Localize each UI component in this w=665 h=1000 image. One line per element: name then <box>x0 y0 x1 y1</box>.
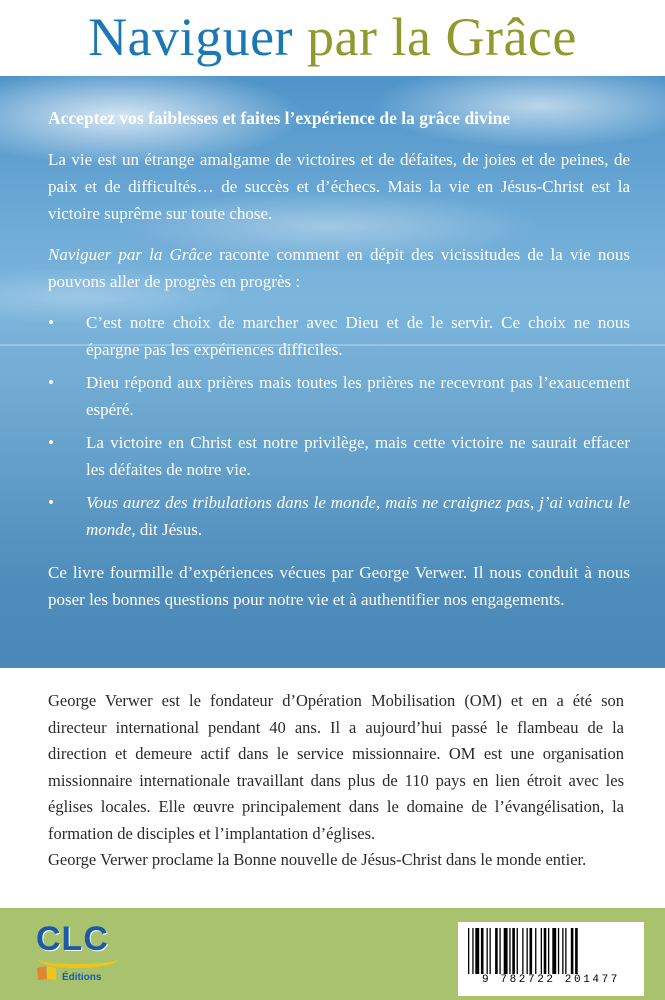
third-paragraph: Ce livre fourmille d’expériences vécues par George Verwer. Il nous conduit à nous poser les bonnes questions pour notre vie et à authentifier nos engagements. <box>48 563 630 609</box>
intro-paragraph: La vie est un étrange amalgame de victoires et de défaites, de joies et de peines, de paix et de difficultés… de succès et d’échecs. Mais la vie en Jésus-Christ est la victoire suprême sur toute chose. <box>48 150 630 223</box>
bullet-item-1 <box>48 309 630 363</box>
author-bio-line: George Verwer proclame la Bonne nouvelle de Jésus-Christ dans le monde entier. <box>48 850 587 869</box>
author-bio-paragraph: George Verwer est le fondateur d’Opération Mobilisation (OM) et en a été son directeur international pendant 40 ans. Il a aujourd’hui passé le flambeau de la direction et demeure actif dans le service missionnaire. OM est une organisation missionnaire internationale travaillant dans plus de 110 pays en lien étroit avec les églises locales. Elle œuvre principalement dans le domaine de l’évangélisation, la formation de disciples et l’implantation d’églises. <box>48 691 624 843</box>
bullet-marker: • <box>48 493 54 512</box>
bullet-marker: • <box>48 313 54 332</box>
title-part-1: Naviguer <box>88 7 294 67</box>
barcode <box>458 922 644 996</box>
bullet-item-2 <box>48 369 630 423</box>
bullet-text: , dit Jésus. <box>131 520 203 539</box>
bullet-text: Dieu répond aux prières mais toutes les prières ne recevront pas l’exaucement espéré. <box>86 373 630 419</box>
subtitle: Acceptez vos faiblesses et faites l’expérience de la grâce divine <box>48 108 511 128</box>
bullet-marker: • <box>48 373 54 392</box>
bullet-marker: • <box>48 433 54 452</box>
second-paragraph <box>48 241 630 295</box>
title-band <box>0 0 665 76</box>
back-cover-blurb <box>48 106 630 627</box>
publisher-logo-sub: Éditions <box>62 972 102 983</box>
title-part-2: par la Grâce <box>307 7 577 67</box>
book-icon <box>36 964 58 982</box>
bullet-text: La victoire en Christ est notre privilège, mais cette victoire ne saurait effacer les défaites de notre vie. <box>86 433 630 479</box>
author-bio <box>48 688 624 874</box>
publisher-logo-text: CLC <box>36 920 109 958</box>
barcode-bars <box>466 928 636 974</box>
bullet-item-3 <box>48 429 630 483</box>
bullet-quote: Vous aurez des tribulations dans le monde, mais ne craignez pas, j’ai vaincu le monde <box>86 493 630 539</box>
book-title-italic: Naviguer par la Grâce <box>48 245 213 264</box>
second-paragraph-text: raconte comment en dépit des vicissitudes de la vie nous pouvons aller de progrès en progrès : <box>48 245 630 291</box>
bullet-list <box>48 309 630 543</box>
book-title <box>0 0 665 68</box>
isbn-number: 9 782722 201477 <box>481 974 621 986</box>
sky-background <box>0 76 665 668</box>
bullet-item-4 <box>48 489 630 543</box>
publisher-logo <box>36 920 120 990</box>
bullet-text: C’est notre choix de marcher avec Dieu et de le servir. Ce choix ne nous épargne pas les expériences difficiles. <box>86 313 630 359</box>
